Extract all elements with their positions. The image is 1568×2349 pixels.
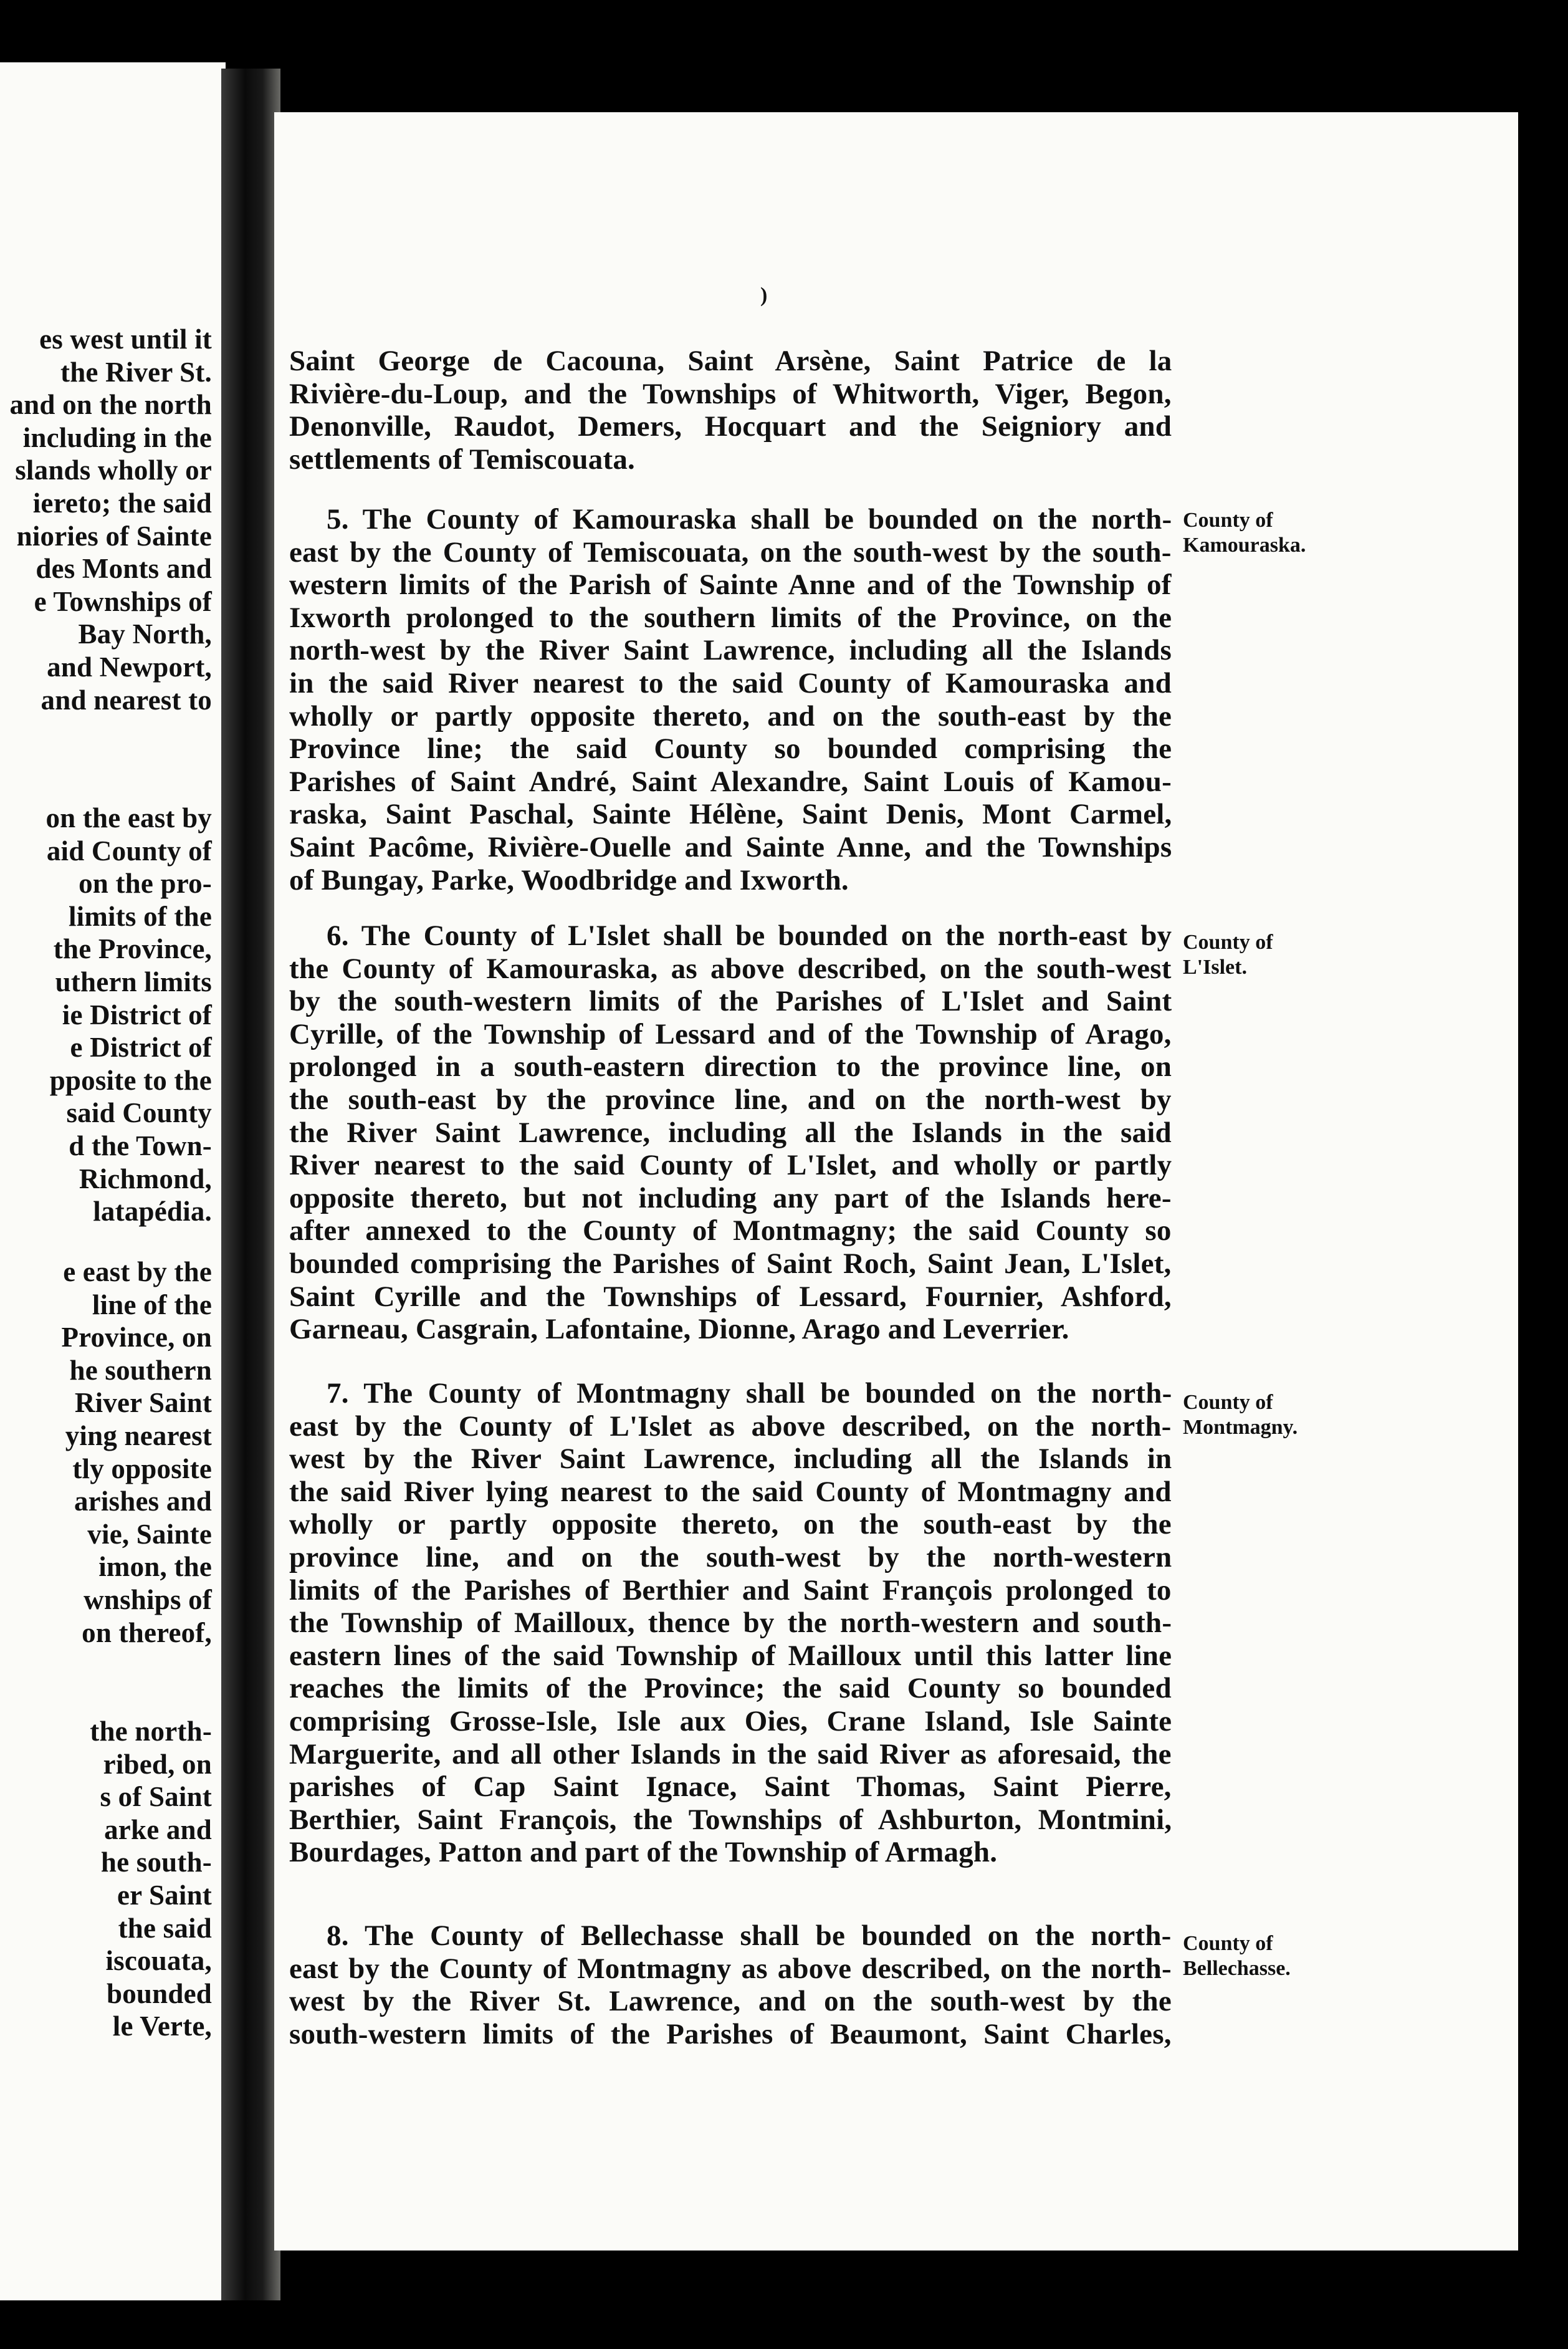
- section-line: 7. The County of Montmagny shall be bounded on the north-: [327, 1377, 1172, 1410]
- section-line: the south-east by the province line, and on the north-west by: [289, 1083, 1172, 1116]
- left-column-line: including in the: [22, 421, 212, 453]
- section-line: raska, Saint Paschal, Sainte Hélène, Saint Denis, Mont Carmel,: [289, 798, 1172, 831]
- section-line: wholly or partly opposite thereto, on the south-east by the: [289, 1508, 1172, 1541]
- left-column-line: d the Town-: [69, 1130, 212, 1161]
- margin-note: [1183, 1390, 1298, 1440]
- left-column-line: niories of Sainte: [16, 520, 212, 552]
- section-line: the River Saint Lawrence, including all the Islands in the said: [289, 1116, 1172, 1149]
- left-column-line: e Townships of: [34, 585, 212, 617]
- section-line: Bourdages, Patton and part of the Township of Armagh.: [289, 1836, 998, 1869]
- intro-line: Denonville, Raudot, Demers, Hocquart and the Seigniory and: [289, 410, 1172, 443]
- section-line: of Bungay, Parke, Woodbridge and Ixworth.: [289, 863, 849, 896]
- left-column-line: pposite to the: [49, 1064, 212, 1096]
- margin-note: [1183, 930, 1273, 980]
- left-page: [0, 62, 226, 2300]
- left-column-line: ribed, on: [103, 1748, 212, 1780]
- left-column-line: the Province,: [53, 933, 212, 965]
- section-line: east by the County of L'Islet as above described, on the north-: [289, 1410, 1172, 1443]
- section-line: Province line; the said County so bounded comprising the: [289, 733, 1172, 766]
- section-line: the Township of Mailloux, thence by the north-western and south-: [289, 1607, 1172, 1640]
- margin-note: [1183, 1931, 1291, 1981]
- section-line: 8. The County of Bellechasse shall be bounded on the north-: [327, 1919, 1172, 1952]
- margin-note-line: Bellechasse.: [1183, 1957, 1291, 1980]
- left-column-line: uthern limits: [55, 966, 212, 997]
- left-column-line: arishes and: [74, 1486, 212, 1517]
- left-column-line: e east by the: [63, 1256, 212, 1287]
- section-line: parishes of Cap Saint Ignace, Saint Thomas, Saint Pierre,: [289, 1770, 1172, 1804]
- section-line: reaches the limits of the Province; the said County so bounded: [289, 1672, 1172, 1705]
- left-column-line: Richmond,: [79, 1163, 212, 1194]
- left-column-line: des Monts and: [36, 553, 212, 585]
- section-line: Cyrille, of the Township of Lessard and of the Township of Arago,: [289, 1017, 1172, 1050]
- left-column-line: imon, the: [98, 1551, 212, 1583]
- section-line: bounded comprising the Parishes of Saint Roch, Saint Jean, L'Islet,: [289, 1247, 1172, 1280]
- section-line: Saint Pacôme, Rivière-Ouelle and Sainte Anne, and the Townships: [289, 831, 1172, 863]
- left-column-line: aid County of: [46, 835, 212, 867]
- margin-note-line: County of: [1183, 1932, 1273, 1955]
- intro-line: Saint George de Cacouna, Saint Arsène, Saint Patrice de la: [289, 345, 1172, 377]
- left-column-line: and nearest to: [41, 684, 212, 716]
- section-line: by the south-western limits of the Parishes of L'Islet and Saint: [289, 985, 1172, 1018]
- left-column-line: vie, Sainte: [87, 1518, 212, 1550]
- section-line: 5. The County of Kamouraska shall be bounded on the north-: [327, 503, 1172, 536]
- left-column-line: line of the: [92, 1289, 212, 1320]
- section-line: Marguerite, and all other Islands in the said River as aforesaid, the: [289, 1737, 1172, 1770]
- left-column-line: and Newport,: [47, 651, 212, 683]
- left-column-line: wnships of: [84, 1584, 212, 1615]
- left-column-line: he south-: [100, 1847, 212, 1878]
- margin-note-line: Montmagny.: [1183, 1416, 1298, 1439]
- margin-note-line: County of: [1183, 509, 1273, 532]
- page-marker: ): [760, 284, 768, 307]
- left-column-line: ie District of: [62, 999, 212, 1030]
- section-line: west by the River St. Lawrence, and on the south-west by the: [289, 1985, 1172, 2018]
- section-line: the County of Kamouraska, as above described, on the south-west: [289, 952, 1172, 985]
- section-line: limits of the Parishes of Berthier and Saint François prolonged to: [289, 1573, 1172, 1607]
- intro-line: settlements of Temiscouata.: [289, 443, 635, 476]
- section-line: Saint Cyrille and the Townships of Lessard, Fournier, Ashford,: [289, 1280, 1172, 1313]
- left-column-line: on thereof,: [82, 1616, 212, 1648]
- section-line: River nearest to the said County of L'Islet, and wholly or partly: [289, 1149, 1172, 1182]
- section-line: western limits of the Parish of Sainte Anne and of the Township of: [289, 569, 1172, 602]
- left-column-line: and on the north: [9, 389, 212, 421]
- left-column-line: arke and: [104, 1813, 212, 1845]
- left-column-line: Province, on: [61, 1322, 212, 1353]
- section-line: province line, and on the south-west by the north-western: [289, 1541, 1172, 1573]
- left-column-line: the River St.: [60, 356, 212, 388]
- section-line: Berthier, Saint François, the Townships of Ashburton, Montmini,: [289, 1803, 1172, 1836]
- section-line: 6. The County of L'Islet shall be bounded on the north-east by: [327, 920, 1172, 952]
- left-column-line: ying nearest: [65, 1420, 212, 1451]
- left-column-line: iscouata,: [105, 1945, 212, 1977]
- section-line: in the said River nearest to the said County of Kamouraska and: [289, 667, 1172, 699]
- left-column-line: he southern: [69, 1354, 212, 1386]
- section-line: comprising Grosse-Isle, Isle aux Oies, Crane Island, Isle Sainte: [289, 1705, 1172, 1737]
- section-line: after annexed to the County of Montmagny; the said County so: [289, 1214, 1172, 1247]
- section-line: Ixworth prolonged to the southern limits of the Province, on the: [289, 601, 1172, 634]
- left-column-line: on the pro-: [79, 868, 212, 900]
- left-column-line: es west until it: [39, 324, 212, 355]
- right-page: [274, 112, 1518, 2251]
- left-column-line: latapédia.: [93, 1196, 212, 1227]
- section-line: wholly or partly opposite thereto, and on the south-east by the: [289, 699, 1172, 733]
- left-column-line: tly opposite: [72, 1453, 212, 1484]
- left-column-line: limits of the: [68, 900, 212, 932]
- section-line: east by the County of Montmagny as above described, on the north-: [289, 1952, 1172, 1985]
- intro-line: Rivière-du-Loup, and the Townships of Whitworth, Viger, Begon,: [289, 377, 1172, 410]
- left-column-line: on the east by: [45, 802, 212, 833]
- section-line: Garneau, Casgrain, Lafontaine, Dionne, Arago and Leverrier.: [289, 1313, 1069, 1346]
- section-line: Parishes of Saint André, Saint Alexandre, Saint Louis of Kamou-: [289, 765, 1172, 798]
- section-line: west by the River Saint Lawrence, including all the Islands in: [289, 1443, 1172, 1476]
- margin-note: [1183, 508, 1306, 558]
- left-column-line: River Saint: [74, 1387, 212, 1419]
- left-column-line: Bay North,: [78, 618, 212, 650]
- margin-note-line: L'Islet.: [1183, 956, 1247, 979]
- book-gutter: [221, 69, 280, 2300]
- section-line: east by the County of Temiscouata, on the south-west by the south-: [289, 536, 1172, 569]
- left-column-line: e District of: [70, 1032, 212, 1064]
- section-line: the said River lying nearest to the said County of Montmagny and: [289, 1475, 1172, 1508]
- section-line: north-west by the River Saint Lawrence, including all the Islands: [289, 634, 1172, 667]
- left-column-line: s of Saint: [100, 1781, 212, 1813]
- left-column-line: said County: [66, 1097, 212, 1129]
- left-column-line: slands wholly or: [15, 454, 212, 486]
- left-column-line: bounded: [106, 1977, 212, 2009]
- left-column-line: le Verte,: [112, 2010, 212, 2042]
- margin-note-line: Kamouraska.: [1183, 534, 1306, 557]
- margin-note-line: County of: [1183, 931, 1273, 954]
- section-line: eastern lines of the said Township of Mailloux until this latter line: [289, 1639, 1172, 1672]
- section-line: south-western limits of the Parishes of Beaumont, Saint Charles,: [289, 2017, 1172, 2050]
- left-column-line: the said: [118, 1912, 212, 1944]
- left-column-line: er Saint: [117, 1880, 212, 1911]
- margin-note-line: County of: [1183, 1391, 1273, 1414]
- left-column-line: iereto; the said: [32, 488, 212, 519]
- section-line: prolonged in a south-eastern direction to the province line, on: [289, 1050, 1172, 1083]
- left-column-line: the north-: [90, 1716, 212, 1747]
- section-line: opposite thereto, but not including any part of the Islands here-: [289, 1181, 1172, 1214]
